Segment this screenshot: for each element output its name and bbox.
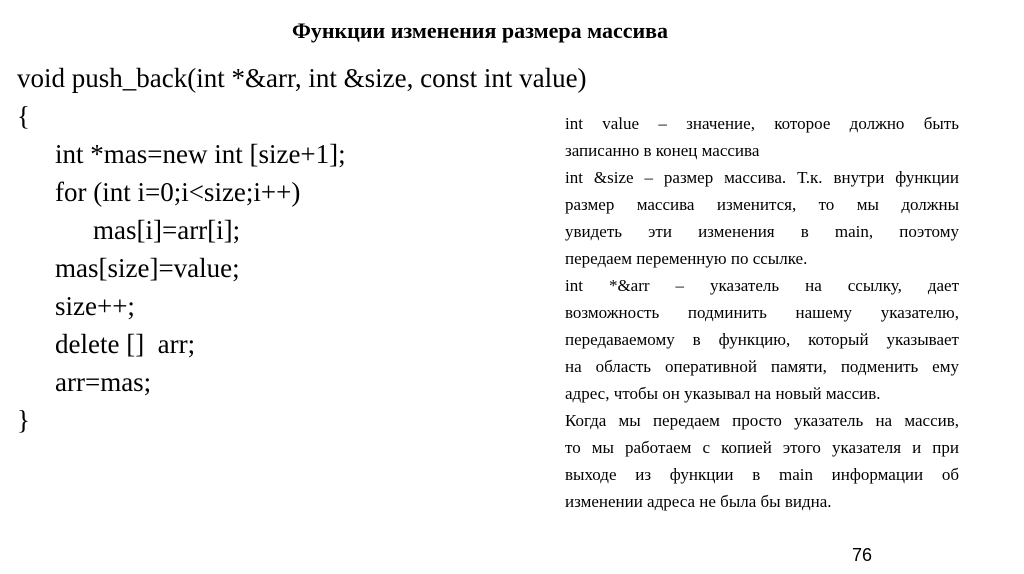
note-line: int value – значение, которое должно быть: [565, 114, 959, 133]
note-line: int &size – размер массива. Т.к. внутри функции: [565, 168, 959, 187]
code-line-delete: delete [] arr;: [55, 329, 196, 359]
slide-title: Функции изменения размера массива: [291, 18, 669, 43]
note-line: выходе из функции в main информации об: [565, 465, 959, 484]
note-line: int *&arr – указатель на ссылку, дает: [565, 276, 959, 295]
code-line-copy: mas[i]=arr[i];: [93, 215, 241, 245]
note-line: изменении адреса не была бы видна.: [565, 492, 832, 511]
note-line: размер массива изменится, то мы должны: [565, 195, 959, 214]
code-line-for-loop: for (int i=0;i<size;i++): [55, 177, 301, 207]
code-line-assign-value: mas[size]=value;: [55, 253, 240, 283]
note-line: адрес, чтобы он указывал на новый массив.: [565, 384, 881, 403]
code-line-assign-pointer: arr=mas;: [55, 367, 152, 397]
note-line: передаваемому в функцию, который указывает: [565, 330, 959, 349]
code-line-new-array: int *mas=new int [size+1];: [55, 139, 346, 169]
note-line: передаем переменную по ссылке.: [565, 249, 808, 268]
explanation-notes: [565, 110, 959, 515]
note-line: увидеть эти изменения в main, поэтому: [565, 222, 959, 241]
page-number: 76: [852, 545, 873, 565]
note-line: записанно в конец массива: [565, 141, 760, 160]
note-line: на область оперативной памяти, подменить ему: [565, 357, 959, 376]
note-line: то мы работаем с копией этого указателя и при: [565, 438, 959, 457]
code-line-open-brace: {: [17, 101, 30, 131]
code-line-close-brace: }: [17, 405, 30, 435]
code-line-signature: void push_back(int *&arr, int &size, const int value): [17, 63, 587, 93]
note-line: Когда мы передаем просто указатель на массив,: [565, 411, 959, 430]
code-line-increment-size: size++;: [55, 291, 135, 321]
note-line: возможность подминить нашему указателю,: [565, 303, 959, 322]
